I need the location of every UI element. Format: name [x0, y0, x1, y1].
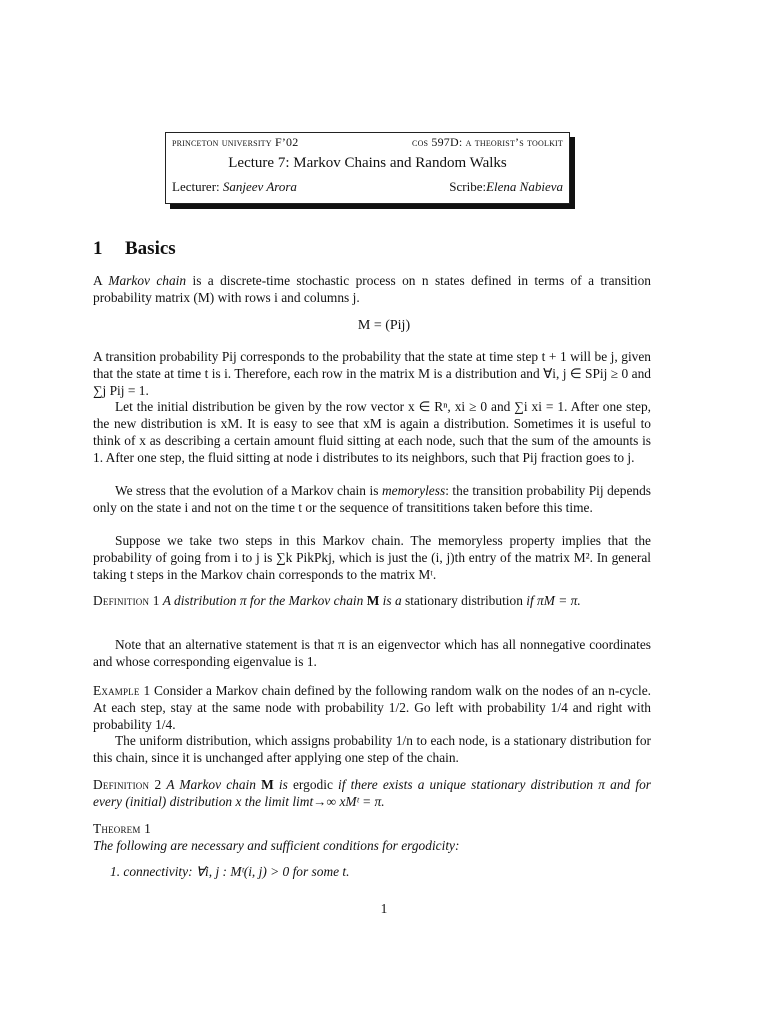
text-fragment: We stress that the evolution of a Markov chain is: [115, 483, 382, 498]
list-item-connectivity: 1. connectivity: ∀i, j : Mᵗ(i, j) > 0 for some t.: [110, 864, 350, 879]
section-number: 1: [93, 238, 103, 259]
term-markov-chain: Markov chain: [108, 273, 187, 288]
course-label: cos 597D: a theorist’s toolkit: [412, 135, 563, 149]
section-heading: [93, 238, 176, 260]
text-fragment: A: [93, 273, 109, 288]
matrix-symbol: M: [366, 593, 380, 608]
lecturer-name: Sanjeev Arora: [222, 179, 297, 194]
example-label: Example 1: [93, 683, 151, 698]
page-number: 1: [380, 901, 388, 916]
definition-2: [93, 776, 651, 810]
term-ergodic: ergodic: [292, 777, 333, 792]
term-stationary-distribution: stationary distribution: [405, 593, 523, 608]
paragraph-initial-distribution: Let the initial distribution be given by the row vector x ∈ Rⁿ, xi ≥ 0 and ∑i xi = 1. After one step, the new distribution is xM. It is easy to see that xM is again a distribution. Sometimes it is useful to think of x as describing a certain amount fluid sitting at each node, such that the sum of the amounts is 1. After one step, the fluid sitting at node i distributes to its neighbors, such that Pij fraction goes to j.: [93, 399, 651, 465]
lecturer-label: Lecturer:: [172, 179, 223, 194]
text-fragment: is: [273, 777, 293, 792]
text-fragment: if there exists a unique stationary distribution π and for every (initial) distribution x the limit limt→∞ xMᵗ = π.: [93, 777, 651, 809]
theorem-label: Theorem 1: [93, 821, 152, 836]
term-memoryless: memoryless: [381, 483, 446, 498]
text-fragment: if πM = π.: [522, 593, 581, 608]
lecture-header-box: [165, 132, 570, 204]
theorem-1-label: [93, 820, 651, 837]
equation-transition-matrix: M = (Pij): [357, 318, 411, 333]
scribe-label: Scribe:: [449, 179, 487, 194]
paragraph-memoryless: [93, 482, 651, 516]
paragraph-eigenvector-note: Note that an alternative statement is that π is an eigenvector which has all nonnegative coordinates and whose corresponding eigenvalue is 1.: [93, 637, 651, 669]
example-1: [93, 682, 651, 733]
text-fragment: A distribution π for the Markov chain: [159, 593, 367, 608]
paragraph-two-steps: Suppose we take two steps in this Markov chain. The memoryless property implies that the probability of going from i to j is ∑k PikPkj, which is just the (i, j)th entry of the matrix M². In general taking t steps in the Markov chain corresponds to the matrix Mᵗ.: [93, 533, 651, 582]
definition-1: [93, 592, 651, 609]
matrix-symbol: M: [261, 777, 274, 792]
institution-label: princeton university F’02: [172, 135, 299, 149]
text-fragment: Consider a Markov chain defined by the following random walk on the nodes of an n-cycle. At each step, stay at the same node with probability 1/2. Go left with probability 1/4 and right with probability 1/4.: [93, 683, 651, 732]
paragraph-uniform-distribution: The uniform distribution, which assigns probability 1/n to each node, is a stationary distribution for this chain, since it is unchanged after applying one step of the chain.: [93, 733, 651, 765]
theorem-1-statement: The following are necessary and sufficient conditions for ergodicity:: [93, 838, 460, 853]
paragraph-markov-chain-intro: [93, 272, 651, 306]
definition-label: Definition 2: [93, 777, 162, 792]
paragraph-transition-probability: A transition probability Pij corresponds to the probability that the state at time step t + 1 will be j, given that the state at time t is i. Therefore, each row in the matrix M is a distribution and ∀i, j ∈ SPij ≥ 0 and ∑j Pij = 1.: [93, 349, 651, 398]
scribe-line: [449, 179, 563, 195]
section-title: Basics: [125, 238, 176, 259]
scribe-name: Elena Nabieva: [486, 179, 563, 194]
definition-label: Definition 1: [93, 593, 160, 608]
lecture-title: Lecture 7: Markov Chains and Random Walks: [228, 155, 507, 171]
lecturer-line: [172, 179, 297, 195]
text-fragment: A Markov chain: [161, 777, 262, 792]
text-fragment: : the transition probability Pij depends only on the state i and not on the time t or the sequence of transititions taken before this time.: [93, 483, 651, 515]
text-fragment: is a discrete-time stochastic process on n states defined in terms of a transition probability matrix (M) with rows i and columns j.: [93, 273, 651, 305]
text-fragment: is a: [379, 593, 405, 608]
